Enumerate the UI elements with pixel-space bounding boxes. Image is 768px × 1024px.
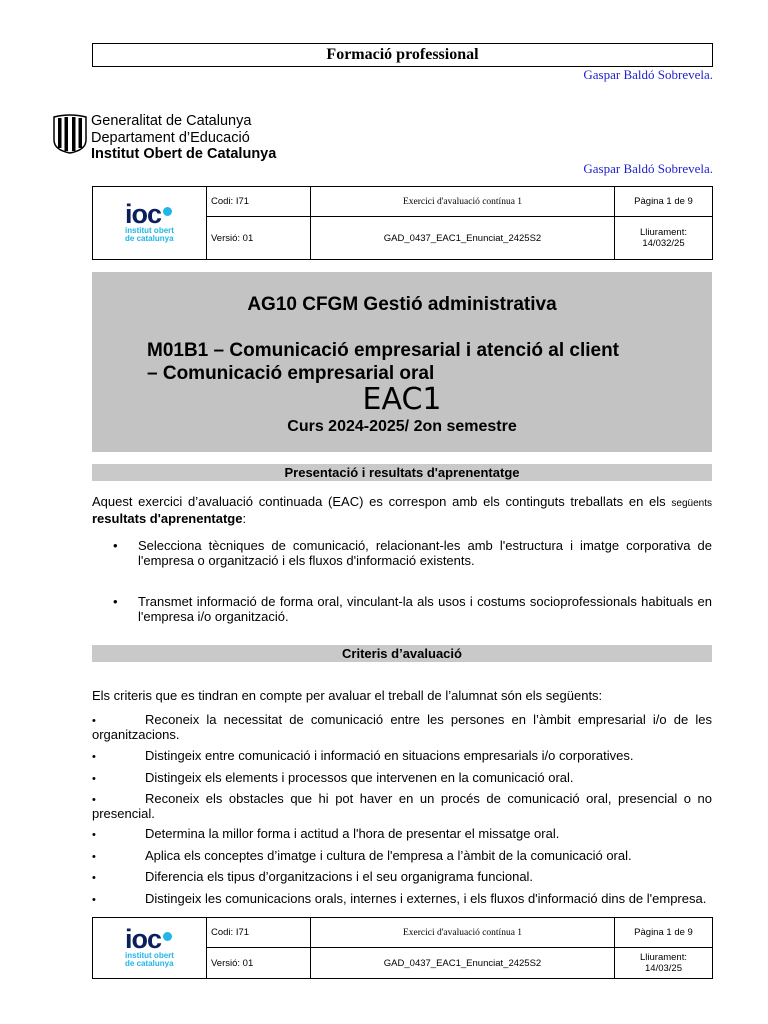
bullet-icon: • (92, 715, 96, 727)
document-header-table (92, 186, 713, 260)
criteria-text: Diferencia els tipus d’organitzacions i el seu organigrama funcional. (145, 869, 534, 884)
ioc-logo-word: ioc (125, 923, 162, 954)
delivery-cell (615, 217, 713, 260)
ioc-logo (125, 198, 174, 244)
page-number-cell: Pàgina 1 de 9 (615, 918, 713, 948)
criteria-text: Distingeix els elements i processos que intervenen en la comunicació oral. (145, 770, 574, 785)
ioc-logo-cell (93, 187, 207, 260)
criteria-item (92, 713, 712, 742)
bullet-icon: • (92, 851, 96, 863)
criteria-item (92, 771, 712, 786)
document-footer-table (92, 917, 713, 979)
bullet-icon: • (92, 794, 96, 806)
criteria-text: Distingeix les comunicacions orals, internes i externes, i els fluxos d'informació dins de l'empresa. (145, 891, 707, 906)
bullet-icon: • (92, 872, 96, 884)
bullet-icon: • (92, 773, 96, 785)
bullet-icon: • (92, 894, 96, 906)
filename-cell: GAD_0437_EAC1_Enunciat_2425S2 (311, 948, 615, 979)
delivery-label: Lliurament: (640, 952, 687, 963)
criteria-intro: Els criteris que es tindran en compte per avaluar el treball de l’alumnat són els següents: (92, 688, 603, 703)
document-title-cell: Exercici d'avaluació contínua 1 (311, 918, 615, 948)
ioc-dot-icon (163, 207, 172, 216)
ioc-logo-sub2: de catalunya (125, 959, 174, 969)
eac-title: EAC1 (362, 382, 442, 417)
page-number-cell: Pàgina 1 de 9 (615, 187, 713, 217)
course-title-box (92, 272, 712, 452)
ioc-logo-sub2: de catalunya (125, 234, 174, 244)
criteria-text: Reconeix la necessitat de comunicació entre les persones en l’àmbit empresarial i/o de les organitzacions. (92, 712, 712, 742)
author-name-secondary: Gaspar Baldó Sobrevela. (583, 161, 713, 176)
results-intro (92, 494, 712, 526)
criteria-item (92, 892, 712, 907)
module-title (147, 339, 619, 385)
criteria-item (92, 870, 712, 885)
results-intro-text: Aquest exercici d’avaluació continuada (EAC) es correspon amb els continguts treballats en els (92, 494, 666, 509)
course-term: Curs 2024-2025/ 2on semestre (287, 418, 517, 435)
results-intro-bold: resultats d'aprenentatge (92, 511, 243, 526)
result-text: Selecciona tècniques de comunicació, relacionant-les amb l'estructura i imatge corporativa de l'empresa o organització i els fluxos d'informació existents. (138, 538, 712, 568)
delivery-label: Lliurament: (640, 227, 687, 238)
cycle-title: AG10 CFGM Gestió administrativa (247, 294, 557, 315)
criteria-text: Reconeix els obstacles que hi pot haver en un procés de comunicació oral, presencial o no presencial. (92, 791, 712, 821)
criteria-item (92, 849, 712, 864)
result-text: Transmet informació de forma oral, vinculant-la als usos i costums socioprofessionals habituals en l'empresa i/o organització. (138, 594, 712, 624)
ioc-logo-word: ioc (125, 198, 162, 229)
results-intro-small: següents (671, 498, 712, 509)
ioc-logo-cell (93, 918, 207, 979)
code-cell: Codi: I71 (207, 187, 311, 217)
bullet-icon: • (92, 829, 96, 841)
delivery-date: 14/032/25 (642, 238, 685, 249)
generalitat-logo-icon (52, 114, 88, 154)
ioc-logo (125, 923, 174, 969)
module-title-line2: – Comunicació empresarial oral (147, 363, 435, 384)
department-name: Departament d’Educació (91, 129, 250, 146)
generalitat-name: Generalitat de Catalunya (91, 113, 252, 129)
filename-cell: GAD_0437_EAC1_Enunciat_2425S2 (311, 217, 615, 260)
institute-name: Institut Obert de Catalunya (91, 146, 277, 162)
criteria-text: Distingeix entre comunicació i informació en situacions empresarials i/o corporatives. (145, 748, 634, 763)
bullet-icon: • (113, 538, 118, 553)
section-title-results: Presentació i resultats d'aprenentatge (92, 464, 712, 481)
page-header-title: Formació professional (92, 43, 713, 67)
delivery-date: 14/03/25 (645, 963, 682, 974)
ioc-logo-sub1: institut obert (125, 225, 174, 235)
ioc-logo-sub1: institut obert (125, 950, 174, 960)
version-cell: Versió: 01 (207, 948, 311, 979)
results-intro-end: : (242, 511, 247, 526)
bullet-icon: • (113, 594, 118, 609)
document-title-cell: Exercici d'avaluació contínua 1 (311, 187, 615, 217)
ioc-dot-icon (163, 932, 172, 941)
version-cell: Versió: 01 (207, 217, 311, 260)
code-cell: Codi: I71 (207, 918, 311, 948)
criteria-item (92, 749, 712, 764)
delivery-cell (615, 948, 713, 979)
bullet-icon: • (92, 751, 96, 763)
author-name: Gaspar Baldó Sobrevela. (583, 67, 713, 82)
criteria-text: Determina la millor forma i actitud a l'hora de presentar el missatge oral. (145, 826, 560, 841)
criteria-item (92, 792, 712, 821)
criteria-item (92, 827, 712, 842)
institution-block (91, 113, 276, 163)
criteria-text: Aplica els conceptes d’imatge i cultura de l'empresa a l’àmbit de la comunicació oral. (145, 848, 632, 863)
section-title-criteria: Criteris d’avaluació (92, 645, 712, 662)
module-title-line1: M01B1 – Comunicació empresarial i atenció al client (147, 340, 620, 361)
